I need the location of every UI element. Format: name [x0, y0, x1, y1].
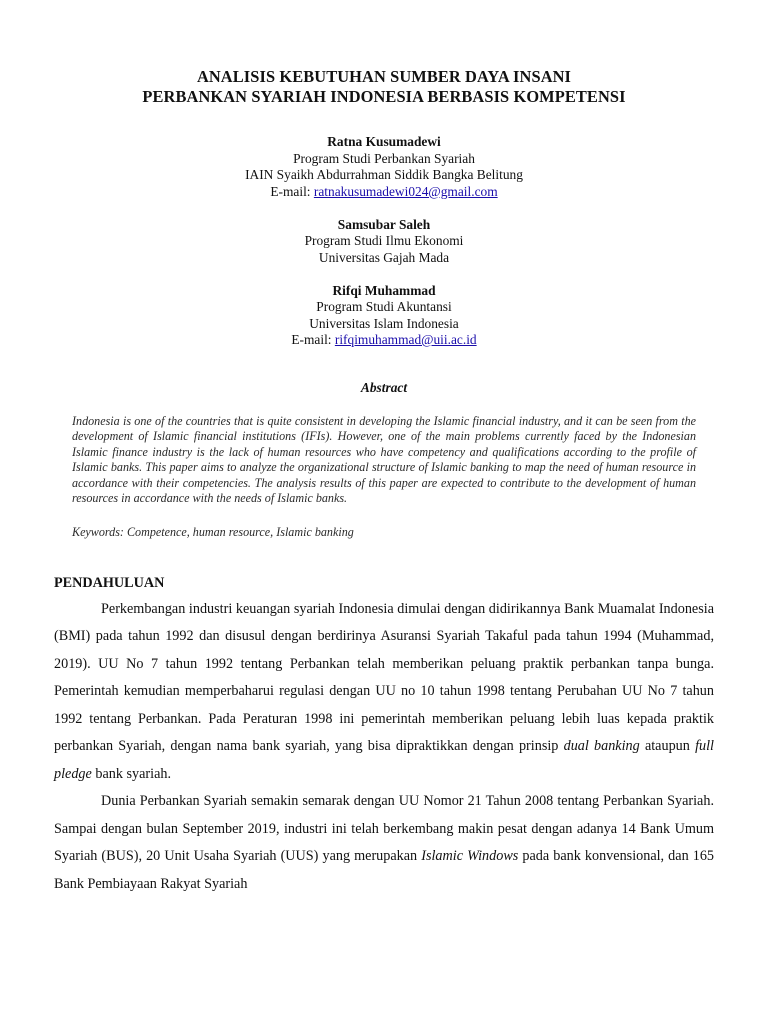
email-link[interactable]: ratnakusumadewi024@gmail.com [313, 183, 498, 199]
italic-term: dual banking [563, 738, 640, 754]
author-program: Program Studi Akuntansi [316, 299, 452, 314]
author-block-3 [54, 283, 714, 349]
italic-term: full pledge [54, 738, 714, 782]
author-name: Rifqi Muhammad [332, 282, 436, 298]
paragraph-text: pada bank konvensional, dan 165 Bank Pembiayaan Rakyat Syariah [54, 848, 715, 892]
author-email-line [54, 332, 714, 349]
title-line-2: PERBANKAN SYARIAH INDONESIA BERBASIS KOMPETENSI [142, 87, 626, 106]
keywords: Keywords: Competence, human resource, Islamic banking [72, 524, 354, 539]
abstract-body: Indonesia is one of the countries that is quite consistent in developing the Islamic financial industry, and it can be seen from the development of Islamic financial institutions (IFIs). However, one of the main problems currently faced by the Indonesian Islamic finance industry is the lack of human resources who have competency and qualifications according to the profile of Islamic banks. This paper aims to analyze the organizational structure of Islamic banking to map the need of human resource in accordance with their competencies. The analysis results of this paper are expected to contribute to the development of human resources in accordance with the needs of Islamic banks. [72, 413, 696, 505]
title-line-1: ANALISIS KEBUTUHAN SUMBER DAYA INSANI [196, 67, 572, 86]
author-email-line [54, 184, 714, 201]
author-institution: Universitas Gajah Mada [318, 249, 450, 265]
paper-title [54, 0, 714, 107]
email-label: E-mail: [291, 332, 335, 347]
author-name: Ratna Kusumadewi [327, 134, 441, 149]
body-paragraph-2 [54, 788, 714, 898]
paragraph-text: bank syariah. [91, 765, 172, 782]
author-program: Program Studi Perbankan Syariah [293, 150, 475, 166]
body-paragraph-1 [54, 596, 714, 789]
paragraph-text: ataupun [639, 738, 696, 754]
author-block-2 [54, 217, 714, 267]
email-link[interactable]: rifqimuhammad@uii.ac.id [334, 332, 477, 347]
author-program: Program Studi Ilmu Ekonomi [304, 233, 464, 248]
abstract-heading: Abstract [360, 379, 408, 395]
email-label: E-mail: [270, 183, 314, 199]
paragraph-text: Dunia Perbankan Syariah semakin semarak dengan UU Nomor 21 Tahun 2008 tentang Perbankan Syariah. Sampai dengan bulan September 2019, industri ini telah berkembang makin pesat dengan adanya 14 Bank Umum Syariah (BUS), 20 Unit Usaha Syariah (UUS) yang merupakan [54, 793, 714, 864]
italic-term: Islamic Windows [421, 848, 519, 864]
paragraph-text: Perkembangan industri keuangan syariah Indonesia dimulai dengan didirikannya Bank Muamalat Indonesia (BMI) pada tahun 1992 dan disusul dengan berdirinya Asuransi Syariah Takaful pada tahun 1994 (Muhammad, 2019). UU No 7 tahun 1992 tentang Perbankan telah memberikan peluang praktik perbankan tanpa bunga. Pemerintah kemudian memperbaharui regulasi dengan UU no 10 tahun 1998 tentang Perubahan UU No 7 tahun 1992 tentang Perbankan. Pada Peraturan 1998 ini pemerintah memberikan peluang lebih luas kepada praktik perbankan Syariah, dengan nama bank syariah, yang bisa dipraktikkan dengan prinsip [54, 600, 714, 754]
author-block-1 [54, 134, 714, 200]
section-heading: PENDAHULUAN [54, 574, 165, 591]
author-institution: Universitas Islam Indonesia [309, 315, 459, 331]
author-name: Samsubar Saleh [337, 216, 431, 232]
author-institution: IAIN Syaikh Abdurrahman Siddik Bangka Belitung [245, 167, 523, 182]
